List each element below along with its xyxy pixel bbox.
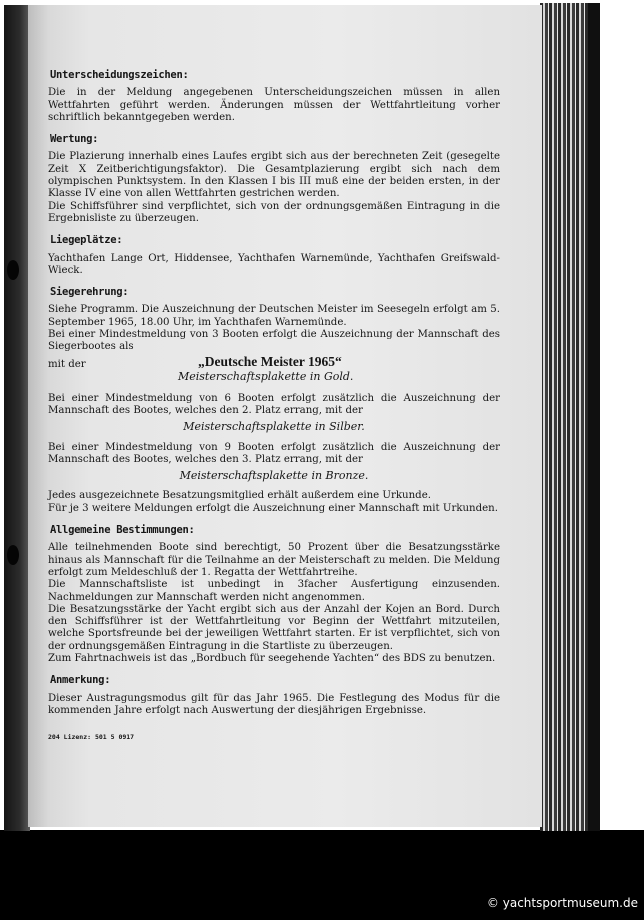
paragraph: Die in der Meldung angegebenen Unterscheidungszeichen müssen in allen Wettfahrten geführt werden. Änderungen müssen der Wettfahrtleitung vorher schriftlich bekanntgegeben werden. bbox=[48, 87, 500, 123]
copyright-watermark: © yachtsportmuseum.de bbox=[486, 896, 638, 910]
bronze-award: Meisterschaftsplakette in Bronze. bbox=[179, 469, 369, 483]
section-heading: Wertung: bbox=[50, 133, 99, 146]
paragraph: Die Plazierung innerhalb eines Laufes ergibt sich aus der berechneten Zeit (gesegelte Zeit X Zeitberichtigungsfaktor). Die Gesamtplazierung ergibt sich nach dem olympischen Punktsystem. In den Klassen I bis III muß eine der beiden ersten, in der Klasse IV eine von allen Wettfahrten gestrichen werden. bbox=[48, 151, 500, 200]
document-page bbox=[28, 5, 542, 827]
award-title-line bbox=[48, 353, 500, 371]
page-footer-license: 204 Lizenz: 501 5 0917 bbox=[48, 733, 135, 742]
section-heading: Allgemeine Bestimmungen: bbox=[50, 524, 195, 537]
page-left-shadow bbox=[4, 5, 30, 831]
paragraph: Die Besatzungsstärke der Yacht ergibt sich aus der Anzahl der Kojen an Bord. Durch den Schiffsführer ist der Wettfahrtleitung vor Beginn der Wettfahrt mitzuteilen, welche Sportsfreunde bei der jeweiligen Wettfahrt starten. Er ist verpflichtet, sich von der ordnungsgemäßen Eintragung in die Startliste zu überzeugen. bbox=[48, 603, 500, 652]
silver-award: Meisterschaftsplakette in Silber. bbox=[183, 420, 365, 434]
section-allgemeine-bestimmungen bbox=[48, 524, 500, 665]
paragraph: Bei einer Mindestmeldung von 3 Booten erfolgt die Auszeichnung der Mannschaft des Siegerbootes als bbox=[48, 329, 500, 353]
book-spine-shadow bbox=[588, 3, 600, 831]
gold-award-line bbox=[48, 371, 500, 385]
paragraph: Die Schiffsführer sind verpflichtet, sich von der ordnungsgemäßen Eintragung in die Ergebnisliste zu überzeugen. bbox=[48, 200, 500, 224]
paragraph: Für je 3 weitere Meldungen erfolgt die Auszeichnung einer Mannschaft mit Urkunden. bbox=[48, 502, 498, 514]
section-anmerkung bbox=[48, 674, 500, 717]
binder-hole-bottom bbox=[7, 545, 19, 565]
paragraph: Alle teilnehmenden Boote sind berechtigt, 50 Prozent über die Besatzungsstärke hinaus als Mannschaft für die Teilnahme an der Meisterschaft zu melden. Die Meldung erfolgt zum Meldeschluß der 1. Regatta der Wettfahrtreihe. bbox=[48, 542, 500, 578]
paragraph: Zum Fahrtnachweis ist das „Bordbuch für seegehende Yachten“ des BDS zu benutzen. bbox=[48, 652, 496, 664]
section-wertung bbox=[48, 133, 500, 225]
section-heading: Siegerehrung: bbox=[50, 286, 129, 299]
section-heading: Unterscheidungszeichen: bbox=[50, 69, 189, 81]
paragraph: Jedes ausgezeichnete Besatzungsmitglied erhält außerdem eine Urkunde. bbox=[48, 490, 431, 502]
section-heading: Anmerkung: bbox=[50, 674, 111, 687]
paragraph: Siehe Programm. Die Auszeichnung der Deutschen Meister im Seesegeln erfolgt am 5. September 1965, 18.00 Uhr, im Yachthafen Warnemünde. bbox=[48, 304, 500, 328]
paragraph: Die Mannschaftsliste ist unbedingt in 3facher Ausfertigung einzusenden. Nachmeldungen zur Mannschaft werden nicht angenommen. bbox=[48, 579, 500, 603]
paragraph: Yachthafen Lange Ort, Hiddensee, Yachthafen Warnemünde, Yachthafen Greifswald-Wieck. bbox=[48, 252, 500, 276]
paragraph: Dieser Austragungsmodus gilt für das Jahr 1965. Die Festlegung des Modus für die kommenden Jahre erfolgt nach Auswertung der diesjährigen Ergebnisse. bbox=[48, 692, 500, 716]
paragraph: Bei einer Mindestmeldung von 9 Booten erfolgt zusätzlich die Auszeichnung der Mannschaft des Bootes, welches den 3. Platz errang, mit der bbox=[48, 441, 500, 465]
mit-der-label: mit der bbox=[48, 358, 86, 370]
gold-award: Meisterschaftsplakette in Gold. bbox=[178, 369, 354, 383]
section-heading: Liegeplätze: bbox=[50, 234, 123, 247]
section-siegerehrung bbox=[48, 286, 500, 515]
section-unterscheidungszeichen bbox=[48, 69, 500, 124]
binder-hole-top bbox=[7, 260, 19, 280]
section-liegeplaetze bbox=[48, 234, 500, 277]
page-content bbox=[48, 69, 500, 743]
award-title: „Deutsche Meister 1965“ bbox=[198, 353, 342, 369]
paragraph: Bei einer Mindestmeldung von 6 Booten erfolgt zusätzlich die Auszeichnung der Mannschaft des Bootes, welches den 2. Platz errang, mit der bbox=[48, 392, 500, 416]
